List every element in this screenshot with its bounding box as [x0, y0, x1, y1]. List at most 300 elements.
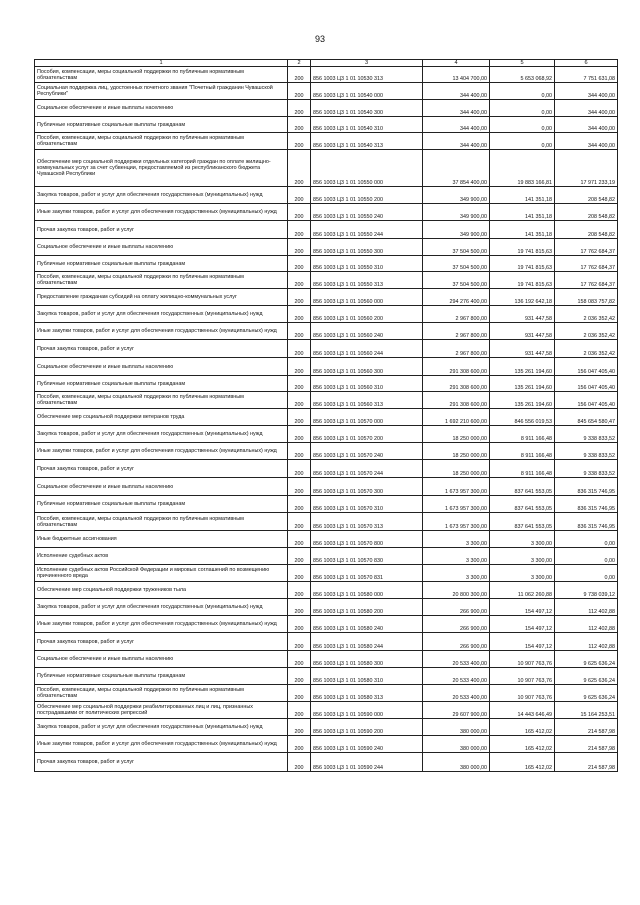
- row-rest-cell-text: 0,00: [604, 575, 615, 582]
- row-rest-cell: [555, 548, 618, 565]
- row-code-cell: [288, 392, 311, 409]
- row-rest-cell-text: 17 762 684,37: [580, 265, 615, 272]
- row-rest-cell: [555, 513, 618, 531]
- row-rest-cell-text: 0,00: [604, 541, 615, 548]
- row-name-cell: [35, 358, 288, 376]
- row-kbk-cell: [311, 323, 423, 340]
- row-kbk-cell: [311, 651, 423, 668]
- row-name-cell-text: Пособия, компенсации, меры социальной поддержки по публичным нормативным обязательствам: [37, 687, 244, 700]
- row-name-cell-text: Обеспечение мер социальной поддержки тружеников тыла: [37, 587, 187, 594]
- row-kbk-cell: [311, 599, 423, 616]
- column-number-header-row: [35, 60, 618, 67]
- row-kbk-cell: [311, 340, 423, 358]
- row-plan-cell: [423, 478, 490, 496]
- row-code-cell-text: 200: [294, 402, 304, 409]
- table-row: [35, 633, 618, 651]
- row-kbk-cell: [311, 376, 423, 392]
- row-fact-cell-text: 10 907 763,76: [517, 695, 552, 702]
- row-rest-cell-text: 208 548,82: [588, 197, 615, 204]
- row-rest-cell: [555, 117, 618, 133]
- row-fact-cell: [490, 616, 555, 633]
- row-kbk-cell-text: 856 1003 Ц3 1 01 10540 313: [313, 143, 383, 150]
- row-fact-cell: [490, 289, 555, 306]
- row-plan-cell: [423, 100, 490, 117]
- row-plan-cell: [423, 513, 490, 531]
- row-rest-cell-text: 15 164 253,51: [580, 712, 615, 719]
- row-plan-cell-text: 291 308 600,00: [449, 402, 487, 409]
- row-rest-cell: [555, 239, 618, 256]
- row-fact-cell: [490, 513, 555, 531]
- row-fact-cell: [490, 150, 555, 187]
- row-code-cell-text: 200: [294, 678, 304, 685]
- row-code-cell: [288, 651, 311, 668]
- row-plan-cell-text: 20 533 400,00: [452, 678, 487, 685]
- row-kbk-cell: [311, 67, 423, 83]
- row-code-cell-text: 200: [294, 609, 304, 616]
- row-name-cell-text: Иные закупки товаров, работ и услуг для обеспечения государственных (муниципальных) нужд: [37, 621, 277, 628]
- row-code-cell: [288, 358, 311, 376]
- row-name-cell: [35, 651, 288, 668]
- row-kbk-cell-text: 856 1003 Ц3 1 01 10550 244: [313, 232, 383, 239]
- row-code-cell-text: 200: [294, 143, 304, 150]
- row-rest-cell: [555, 736, 618, 753]
- row-plan-cell: [423, 633, 490, 651]
- row-fact-cell-text: 154 497,12: [525, 626, 552, 633]
- row-fact-cell: [490, 272, 555, 289]
- row-fact-cell: [490, 460, 555, 478]
- row-name-cell: [35, 289, 288, 306]
- row-name-cell-text: Исполнение судебных актов Российской Федерации и мировых соглашений по возмещению причиненного вреда: [37, 567, 270, 580]
- row-plan-cell: [423, 204, 490, 221]
- row-plan-cell: [423, 272, 490, 289]
- row-kbk-cell: [311, 117, 423, 133]
- row-fact-cell-text: 135 261 194,60: [514, 402, 552, 409]
- row-rest-cell: [555, 426, 618, 443]
- row-plan-cell-text: 29 607 900,00: [452, 712, 487, 719]
- row-name-cell-text: Пособия, компенсации, меры социальной поддержки по публичным нормативным обязательствам: [37, 68, 244, 81]
- row-fact-cell-text: 931 447,58: [525, 316, 552, 323]
- table-row: [35, 117, 618, 133]
- row-name-cell-text: Публичные нормативные социальные выплаты гражданам: [37, 260, 186, 267]
- row-fact-cell-text: 141 351,18: [525, 214, 552, 221]
- row-plan-cell: [423, 548, 490, 565]
- row-kbk-cell-text: 856 1003 Ц3 1 01 10540 300: [313, 110, 383, 117]
- table-row: [35, 392, 618, 409]
- table-row: [35, 719, 618, 736]
- row-fact-cell: [490, 376, 555, 392]
- row-plan-cell-text: 380 000,00: [460, 729, 487, 736]
- table-row: [35, 409, 618, 426]
- row-plan-cell-text: 344 400,00: [460, 126, 487, 133]
- row-plan-cell-text: 37 504 500,00: [452, 282, 487, 289]
- row-fact-cell-text: 141 351,18: [525, 197, 552, 204]
- row-kbk-cell: [311, 272, 423, 289]
- row-rest-cell-text: 836 315 746,95: [577, 524, 615, 531]
- row-code-cell-text: 200: [294, 282, 304, 289]
- row-fact-cell-text: 11 062 260,88: [517, 592, 552, 599]
- row-fact-cell-text: 837 641 553,05: [514, 524, 552, 531]
- row-fact-cell: [490, 719, 555, 736]
- row-code-cell-text: 200: [294, 626, 304, 633]
- row-rest-cell-text: 9 625 636,24: [583, 678, 615, 685]
- row-plan-cell-text: 344 400,00: [460, 110, 487, 117]
- row-fact-cell-text: 846 556 019,53: [514, 419, 552, 426]
- row-fact-cell-text: 19 741 815,63: [517, 282, 552, 289]
- row-kbk-cell-text: 856 1003 Ц3 1 01 10590 200: [313, 729, 383, 736]
- row-code-cell: [288, 409, 311, 426]
- row-plan-cell-text: 20 800 300,00: [452, 592, 487, 599]
- row-plan-cell-text: 1 692 210 600,00: [445, 419, 487, 426]
- row-rest-cell-text: 9 338 833,52: [583, 471, 615, 478]
- row-kbk-cell: [311, 306, 423, 323]
- row-name-cell-text: Социальное обеспечение и иные выплаты населению: [37, 363, 174, 370]
- row-code-cell: [288, 426, 311, 443]
- row-plan-cell: [423, 736, 490, 753]
- row-kbk-cell-text: 856 1003 Ц3 1 01 10570 830: [313, 558, 383, 565]
- table-row: [35, 100, 618, 117]
- row-code-cell-text: 200: [294, 436, 304, 443]
- row-name-cell: [35, 67, 288, 83]
- row-name-cell: [35, 306, 288, 323]
- row-fact-cell-text: 165 412,02: [525, 746, 552, 753]
- row-plan-cell: [423, 719, 490, 736]
- row-name-cell-text: Прочая закупка товаров, работ и услуг: [37, 226, 135, 233]
- table-row: [35, 599, 618, 616]
- row-code-cell: [288, 187, 311, 204]
- row-plan-cell: [423, 496, 490, 513]
- row-kbk-cell-text: 856 1003 Ц3 1 01 10560 000: [313, 299, 383, 306]
- row-fact-cell: [490, 668, 555, 685]
- row-code-cell: [288, 100, 311, 117]
- row-code-cell-text: 200: [294, 746, 304, 753]
- table-row: [35, 426, 618, 443]
- row-rest-cell: [555, 531, 618, 548]
- column-header-name: 1: [35, 60, 288, 67]
- row-code-cell-text: 200: [294, 729, 304, 736]
- row-plan-cell: [423, 221, 490, 239]
- row-name-cell-text: Иные закупки товаров, работ и услуг для обеспечения государственных (муниципальных) нужд: [37, 448, 277, 455]
- row-name-cell-text: Пособия, компенсации, меры социальной поддержки по публичным нормативным обязательствам: [37, 394, 244, 407]
- row-code-cell: [288, 133, 311, 150]
- row-name-cell: [35, 719, 288, 736]
- table-row: [35, 565, 618, 582]
- row-fact-cell: [490, 736, 555, 753]
- row-code-cell-text: 200: [294, 524, 304, 531]
- row-kbk-cell: [311, 668, 423, 685]
- row-plan-cell-text: 380 000,00: [460, 765, 487, 772]
- row-fact-cell-text: 8 911 166,48: [520, 453, 552, 460]
- row-rest-cell: [555, 460, 618, 478]
- row-name-cell: [35, 496, 288, 513]
- row-name-cell: [35, 256, 288, 272]
- row-code-cell-text: 200: [294, 419, 304, 426]
- row-code-cell: [288, 117, 311, 133]
- row-name-cell-text: Иные закупки товаров, работ и услуг для обеспечения государственных (муниципальных) нужд: [37, 741, 277, 748]
- row-name-cell: [35, 736, 288, 753]
- row-name-cell: [35, 340, 288, 358]
- row-rest-cell: [555, 358, 618, 376]
- row-rest-cell: [555, 443, 618, 460]
- row-plan-cell: [423, 460, 490, 478]
- row-kbk-cell-text: 856 1003 Ц3 1 01 10570 313: [313, 524, 383, 531]
- row-code-cell: [288, 150, 311, 187]
- row-kbk-cell-text: 856 1003 Ц3 1 01 10580 310: [313, 678, 383, 685]
- row-plan-cell-text: 2 967 800,00: [455, 351, 487, 358]
- row-code-cell-text: 200: [294, 575, 304, 582]
- row-name-cell: [35, 753, 288, 772]
- row-code-cell-text: 200: [294, 197, 304, 204]
- row-fact-cell: [490, 133, 555, 150]
- row-fact-cell-text: 0,00: [541, 126, 552, 133]
- row-kbk-cell: [311, 513, 423, 531]
- table-row: [35, 272, 618, 289]
- row-fact-cell-text: 0,00: [541, 143, 552, 150]
- row-plan-cell-text: 349 900,00: [460, 232, 487, 239]
- table-row: [35, 478, 618, 496]
- row-fact-cell-text: 136 192 642,18: [514, 299, 552, 306]
- row-rest-cell: [555, 289, 618, 306]
- row-code-cell: [288, 478, 311, 496]
- row-name-cell: [35, 272, 288, 289]
- row-name-cell: [35, 100, 288, 117]
- row-kbk-cell: [311, 616, 423, 633]
- row-name-cell-text: Обеспечение мер социальной поддержки отдельных категорий граждан по оплате жилищно-коммунальных услуг за счет субвенции, предоставляемой из республиканского бюджета Чувашской Республики: [37, 159, 271, 178]
- row-rest-cell-text: 208 548,82: [588, 232, 615, 239]
- table-row: [35, 150, 618, 187]
- row-fact-cell: [490, 100, 555, 117]
- row-fact-cell: [490, 358, 555, 376]
- row-name-cell: [35, 392, 288, 409]
- row-fact-cell: [490, 83, 555, 100]
- row-fact-cell: [490, 256, 555, 272]
- row-name-cell: [35, 513, 288, 531]
- row-name-cell: [35, 239, 288, 256]
- row-name-cell-text: Социальное обеспечение и иные выплаты населению: [37, 105, 174, 112]
- row-code-cell-text: 200: [294, 506, 304, 513]
- row-name-cell: [35, 187, 288, 204]
- row-plan-cell-text: 266 900,00: [460, 626, 487, 633]
- row-plan-cell: [423, 651, 490, 668]
- row-code-cell: [288, 531, 311, 548]
- table-row: [35, 204, 618, 221]
- table-row: [35, 239, 618, 256]
- row-fact-cell-text: 931 447,58: [525, 333, 552, 340]
- row-name-cell-text: Социальная поддержка лиц, удостоенных почетного звания "Почетный гражданин Чувашской Республики": [37, 85, 273, 98]
- row-rest-cell-text: 0,00: [604, 558, 615, 565]
- row-name-cell: [35, 204, 288, 221]
- row-fact-cell: [490, 67, 555, 83]
- column-header-plan: 4: [423, 60, 490, 67]
- row-code-cell: [288, 668, 311, 685]
- row-rest-cell: [555, 668, 618, 685]
- row-fact-cell: [490, 221, 555, 239]
- row-plan-cell: [423, 753, 490, 772]
- row-kbk-cell: [311, 565, 423, 582]
- row-kbk-cell: [311, 289, 423, 306]
- row-code-cell: [288, 204, 311, 221]
- row-kbk-cell-text: 856 1003 Ц3 1 01 10590 244: [313, 765, 383, 772]
- row-fact-cell: [490, 478, 555, 496]
- row-fact-cell: [490, 340, 555, 358]
- row-plan-cell-text: 18 250 000,00: [452, 436, 487, 443]
- table-row: [35, 358, 618, 376]
- row-code-cell-text: 200: [294, 265, 304, 272]
- row-kbk-cell: [311, 531, 423, 548]
- row-code-cell-text: 200: [294, 644, 304, 651]
- row-name-cell-text: Закупка товаров, работ и услуг для обеспечения государственных (муниципальных) нужд: [37, 192, 263, 199]
- row-rest-cell: [555, 702, 618, 719]
- row-kbk-cell-text: 856 1003 Ц3 1 01 10550 313: [313, 282, 383, 289]
- row-kbk-cell-text: 856 1003 Ц3 1 01 10580 200: [313, 609, 383, 616]
- row-rest-cell-text: 344 400,00: [588, 143, 615, 150]
- row-name-cell-text: Обеспечение мер социальной поддержки ветеранов труда: [37, 414, 185, 421]
- row-name-cell: [35, 685, 288, 702]
- row-code-cell-text: 200: [294, 558, 304, 565]
- row-name-cell-text: Иные бюджетные ассигнования: [37, 536, 117, 543]
- row-rest-cell-text: 156 047 405,40: [577, 402, 615, 409]
- row-kbk-cell-text: 856 1003 Ц3 1 01 10540 000: [313, 93, 383, 100]
- row-name-cell-text: Обеспечение мер социальной поддержки реабилитированных лиц и лиц, признанных пострадавшими от политических репрессий: [37, 704, 253, 717]
- row-rest-cell: [555, 496, 618, 513]
- row-kbk-cell: [311, 83, 423, 100]
- row-fact-cell-text: 141 351,18: [525, 232, 552, 239]
- row-kbk-cell-text: 856 1003 Ц3 1 01 10550 000: [313, 180, 383, 187]
- row-name-cell-text: Публичные нормативные социальные выплаты гражданам: [37, 673, 186, 680]
- row-code-cell: [288, 599, 311, 616]
- row-name-cell-text: Закупка товаров, работ и услуг для обеспечения государственных (муниципальных) нужд: [37, 311, 263, 318]
- row-kbk-cell-text: 856 1003 Ц3 1 01 10580 000: [313, 592, 383, 599]
- row-fact-cell-text: 135 261 194,60: [514, 369, 552, 376]
- row-plan-cell: [423, 358, 490, 376]
- table-row: [35, 221, 618, 239]
- table-row: [35, 289, 618, 306]
- row-kbk-cell-text: 856 1003 Ц3 1 01 10570 300: [313, 489, 383, 496]
- row-kbk-cell-text: 856 1003 Ц3 1 01 10580 300: [313, 661, 383, 668]
- row-rest-cell-text: 9 738 039,12: [583, 592, 615, 599]
- table-row: [35, 306, 618, 323]
- row-rest-cell-text: 17 971 233,19: [580, 180, 615, 187]
- row-plan-cell-text: 18 250 000,00: [452, 471, 487, 478]
- table-row: [35, 340, 618, 358]
- row-kbk-cell-text: 856 1003 Ц3 1 01 10590 240: [313, 746, 383, 753]
- row-fact-cell: [490, 548, 555, 565]
- row-plan-cell-text: 20 533 400,00: [452, 695, 487, 702]
- row-plan-cell-text: 294 276 400,00: [449, 299, 487, 306]
- row-rest-cell: [555, 306, 618, 323]
- row-kbk-cell: [311, 496, 423, 513]
- table-row: [35, 496, 618, 513]
- row-kbk-cell: [311, 392, 423, 409]
- row-kbk-cell-text: 856 1003 Ц3 1 01 10560 200: [313, 316, 383, 323]
- row-code-cell-text: 200: [294, 712, 304, 719]
- row-kbk-cell-text: 856 1003 Ц3 1 01 10580 240: [313, 626, 383, 633]
- table-row: [35, 548, 618, 565]
- row-kbk-cell-text: 856 1003 Ц3 1 01 10560 313: [313, 402, 383, 409]
- row-code-cell: [288, 565, 311, 582]
- row-plan-cell-text: 344 400,00: [460, 143, 487, 150]
- row-code-cell-text: 200: [294, 180, 304, 187]
- row-name-cell: [35, 565, 288, 582]
- column-header-kbk: 3: [311, 60, 423, 67]
- row-rest-cell: [555, 150, 618, 187]
- row-plan-cell-text: 20 533 400,00: [452, 661, 487, 668]
- row-rest-cell-text: 9 338 833,52: [583, 453, 615, 460]
- row-plan-cell-text: 291 308 600,00: [449, 385, 487, 392]
- row-plan-cell: [423, 83, 490, 100]
- row-kbk-cell: [311, 239, 423, 256]
- row-plan-cell: [423, 685, 490, 702]
- row-plan-cell: [423, 133, 490, 150]
- row-name-cell: [35, 409, 288, 426]
- row-name-cell-text: Пособия, компенсации, меры социальной поддержки по публичным нормативным обязательствам: [37, 274, 244, 287]
- column-header-fact: 5: [490, 60, 555, 67]
- row-plan-cell-text: 3 300,00: [466, 541, 487, 548]
- row-name-cell-text: Прочая закупка товаров, работ и услуг: [37, 345, 135, 352]
- row-rest-cell: [555, 565, 618, 582]
- table-row: [35, 753, 618, 772]
- row-fact-cell: [490, 702, 555, 719]
- row-kbk-cell: [311, 426, 423, 443]
- row-kbk-cell-text: 856 1003 Ц3 1 01 10560 240: [313, 333, 383, 340]
- row-fact-cell-text: 19 741 815,63: [517, 249, 552, 256]
- row-kbk-cell-text: 856 1003 Ц3 1 01 10570 831: [313, 575, 383, 582]
- row-code-cell: [288, 323, 311, 340]
- row-plan-cell: [423, 239, 490, 256]
- row-plan-cell: [423, 67, 490, 83]
- row-rest-cell: [555, 67, 618, 83]
- table-row: [35, 531, 618, 548]
- row-rest-cell-text: 214 587,98: [588, 729, 615, 736]
- row-fact-cell: [490, 599, 555, 616]
- row-code-cell-text: 200: [294, 695, 304, 702]
- row-fact-cell: [490, 392, 555, 409]
- row-kbk-cell: [311, 478, 423, 496]
- row-name-cell-text: Публичные нормативные социальные выплаты гражданам: [37, 380, 186, 387]
- row-rest-cell: [555, 376, 618, 392]
- row-plan-cell: [423, 306, 490, 323]
- row-plan-cell: [423, 323, 490, 340]
- row-name-cell: [35, 531, 288, 548]
- row-rest-cell-text: 214 587,98: [588, 765, 615, 772]
- row-fact-cell-text: 10 907 763,76: [517, 678, 552, 685]
- row-fact-cell: [490, 443, 555, 460]
- row-rest-cell: [555, 323, 618, 340]
- row-kbk-cell-text: 856 1003 Ц3 1 01 10580 313: [313, 695, 383, 702]
- row-name-cell: [35, 323, 288, 340]
- row-rest-cell: [555, 392, 618, 409]
- row-kbk-cell-text: 856 1003 Ц3 1 01 10550 310: [313, 265, 383, 272]
- row-kbk-cell-text: 856 1003 Ц3 1 01 10550 300: [313, 249, 383, 256]
- row-name-cell-text: Пособия, компенсации, меры социальной поддержки по публичным нормативным обязательствам: [37, 515, 244, 528]
- row-plan-cell-text: 2 967 800,00: [455, 316, 487, 323]
- row-kbk-cell: [311, 409, 423, 426]
- row-code-cell: [288, 460, 311, 478]
- row-kbk-cell: [311, 221, 423, 239]
- table-row: [35, 83, 618, 100]
- row-plan-cell-text: 1 673 957 300,00: [445, 524, 487, 531]
- row-kbk-cell-text: 856 1003 Ц3 1 01 10590 000: [313, 712, 383, 719]
- row-fact-cell: [490, 409, 555, 426]
- row-code-cell-text: 200: [294, 299, 304, 306]
- row-fact-cell: [490, 323, 555, 340]
- row-plan-cell: [423, 599, 490, 616]
- row-code-cell-text: 200: [294, 126, 304, 133]
- row-fact-cell-text: 3 300,00: [531, 558, 552, 565]
- row-plan-cell-text: 266 900,00: [460, 644, 487, 651]
- row-rest-cell-text: 156 047 405,40: [577, 369, 615, 376]
- row-rest-cell: [555, 221, 618, 239]
- row-code-cell: [288, 548, 311, 565]
